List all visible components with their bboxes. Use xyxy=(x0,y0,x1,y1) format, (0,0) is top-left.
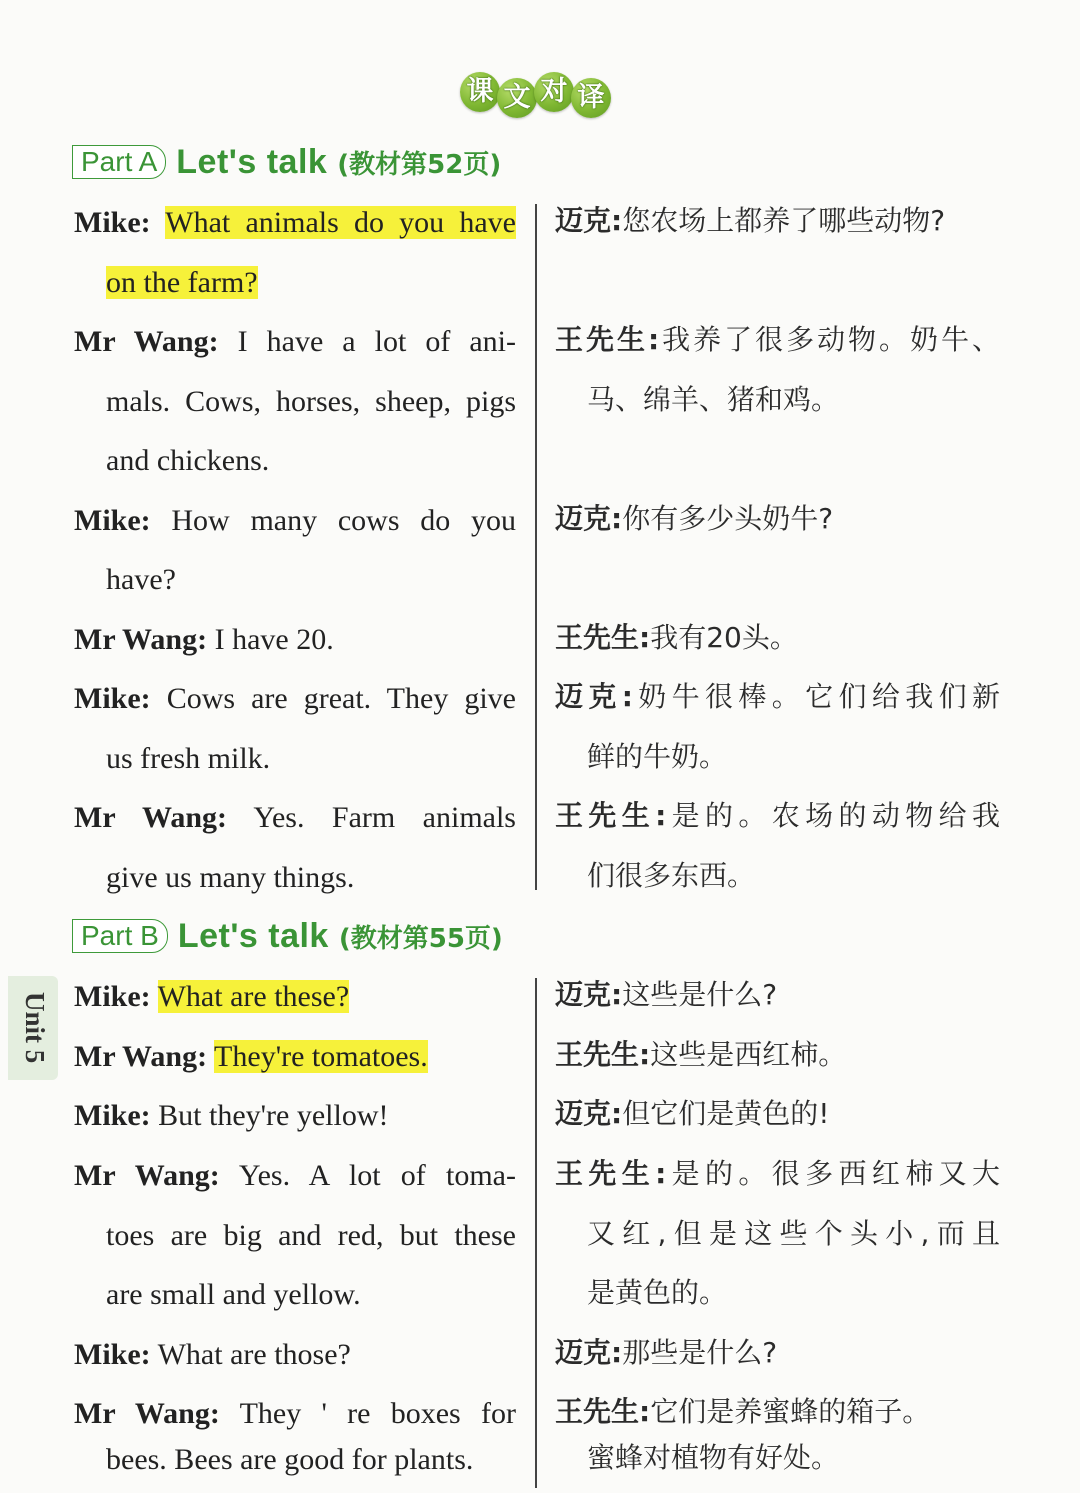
translation-line xyxy=(555,667,1000,727)
dialogue-line xyxy=(74,788,516,848)
dialogue-line xyxy=(74,193,516,253)
speaker-label: Mr Wang: xyxy=(74,1040,208,1073)
dialogue-line: give us many things. xyxy=(106,861,355,894)
translation-line xyxy=(555,965,1000,1025)
translation-line: 马、绵羊、猪和鸡。 xyxy=(587,383,840,416)
zh-text: 但它们是黄色的! xyxy=(622,1097,830,1130)
line-text: Cows are great. They give xyxy=(166,682,517,715)
dialogue-line: are small and yellow. xyxy=(106,1278,361,1311)
zh-speaker-label: 王先生: xyxy=(555,323,660,356)
zh-speaker-label: 迈克: xyxy=(555,680,633,713)
zh-text: 是的。很多西红柿又大 xyxy=(666,1157,1000,1190)
translation-line xyxy=(555,310,1000,370)
translation-line xyxy=(555,1144,1000,1204)
speaker-label: Mr Wang: xyxy=(74,623,208,656)
speaker-label: Mike: xyxy=(74,504,151,537)
zh-text: 那些是什么? xyxy=(622,1336,778,1369)
line-text: I have a lot of ani- xyxy=(237,325,516,358)
translation-line: 们很多东西。 xyxy=(587,859,756,892)
zh-speaker-label: 王先生: xyxy=(555,1157,667,1190)
title-char: 译 xyxy=(571,78,611,118)
zh-speaker-label: 迈克: xyxy=(555,502,623,535)
part-b-badge: Part B xyxy=(72,919,168,953)
dialogue-line: bees. Bees are good for plants. xyxy=(106,1443,474,1476)
part-a-page-ref: (教材第52页) xyxy=(337,149,502,180)
zh-speaker-label: 迈克: xyxy=(555,978,623,1011)
part-b-page-ref: (教材第55页) xyxy=(338,923,503,954)
zh-speaker-label: 王先生: xyxy=(555,1038,651,1071)
highlighted-text: They're tomatoes. xyxy=(214,1040,428,1073)
zh-text: 奶牛很棒。它们给我们新 xyxy=(632,680,1000,713)
line-text: Yes. A lot of toma- xyxy=(238,1159,516,1192)
page-title xyxy=(460,72,630,120)
dialogue-line xyxy=(106,253,516,313)
title-char: 文 xyxy=(497,78,537,118)
translation-line xyxy=(555,1323,1000,1383)
dialogue-line xyxy=(74,1086,516,1146)
zh-text: 我养了很多动物。奶牛、 xyxy=(659,323,1000,356)
zh-text: 您农场上都养了哪些动物? xyxy=(622,204,946,237)
dialogue-line xyxy=(74,610,516,670)
part-a-title: Let's talk xyxy=(176,142,328,181)
part-b-title: Let's talk xyxy=(177,916,329,955)
translation-line xyxy=(555,786,1000,846)
speaker-label: Mr Wang: xyxy=(74,1159,220,1192)
zh-text: 这些是什么? xyxy=(622,978,778,1011)
translation-line xyxy=(555,1084,1000,1144)
highlighted-text: What are these? xyxy=(157,980,350,1013)
speaker-label: Mike: xyxy=(74,980,151,1013)
dialogue-line xyxy=(74,669,516,729)
title-char: 对 xyxy=(534,72,574,112)
dialogue-line xyxy=(74,1146,516,1206)
zh-speaker-label: 迈克: xyxy=(555,1336,623,1369)
dialogue-line xyxy=(74,312,516,372)
part-b-header xyxy=(72,916,503,956)
line-text: How many cows do you xyxy=(171,504,517,537)
dialogue-line: mals. Cows, horses, sheep, pigs xyxy=(106,385,516,418)
zh-text: 它们是养蜜蜂的箱子。 xyxy=(650,1395,931,1428)
dialogue-line: us fresh milk. xyxy=(106,742,271,775)
dialogue-line xyxy=(74,1325,516,1385)
title-char: 课 xyxy=(460,72,500,112)
highlighted-text: What animals do you have xyxy=(165,206,516,239)
unit-label: Unit 5 xyxy=(20,992,50,1064)
zh-speaker-label: 王先生: xyxy=(555,799,667,832)
speaker-label: Mr Wang: xyxy=(74,1397,220,1430)
dialogue-line: toes are big and red, but these xyxy=(106,1219,516,1252)
translation-line xyxy=(555,608,1000,668)
part-a-badge: Part A xyxy=(72,145,166,179)
speaker-label: Mike: xyxy=(74,1338,151,1371)
zh-speaker-label: 迈克: xyxy=(555,1097,623,1130)
dialogue-line: have? xyxy=(106,563,176,596)
highlighted-text: on the farm? xyxy=(106,266,258,299)
translation-line xyxy=(555,1025,1000,1085)
line-text: They ' re boxes for xyxy=(239,1397,516,1430)
zh-text: 你有多少头奶牛? xyxy=(622,502,834,535)
translation-line: 鲜的牛奶。 xyxy=(587,740,728,773)
zh-text: 我有20头。 xyxy=(650,621,798,654)
translation-line xyxy=(555,191,1000,251)
speaker-label: Mr Wang: xyxy=(74,325,219,358)
translation-line: 是黄色的。 xyxy=(587,1276,728,1309)
speaker-label: Mike: xyxy=(74,206,151,239)
line-text: What are those? xyxy=(157,1338,351,1371)
part-a-header xyxy=(72,142,501,182)
zh-speaker-label: 迈克: xyxy=(555,204,623,237)
zh-speaker-label: 王先生: xyxy=(555,1395,651,1428)
unit-side-tab xyxy=(8,976,58,1080)
dialogue-line xyxy=(74,1027,516,1087)
dialogue-line xyxy=(74,491,516,551)
column-divider xyxy=(535,978,537,1488)
translation-line: 又红,但是这些个头小,而且 xyxy=(587,1217,1000,1250)
zh-speaker-label: 王先生: xyxy=(555,621,651,654)
line-text: But they're yellow! xyxy=(158,1099,389,1132)
speaker-label: Mike: xyxy=(74,1099,151,1132)
column-divider xyxy=(535,204,537,890)
line-text: Yes. Farm animals xyxy=(253,801,516,834)
dialogue-line: and chickens. xyxy=(106,444,270,477)
dialogue-line xyxy=(74,967,516,1027)
speaker-label: Mr Wang: xyxy=(74,801,227,834)
translation-line: 蜜蜂对植物有好处。 xyxy=(587,1441,840,1474)
zh-text: 这些是西红柿。 xyxy=(650,1038,847,1071)
speaker-label: Mike: xyxy=(74,682,151,715)
translation-line xyxy=(555,489,1000,549)
zh-text: 是的。农场的动物给我 xyxy=(666,799,1000,832)
line-text: I have 20. xyxy=(214,623,334,656)
